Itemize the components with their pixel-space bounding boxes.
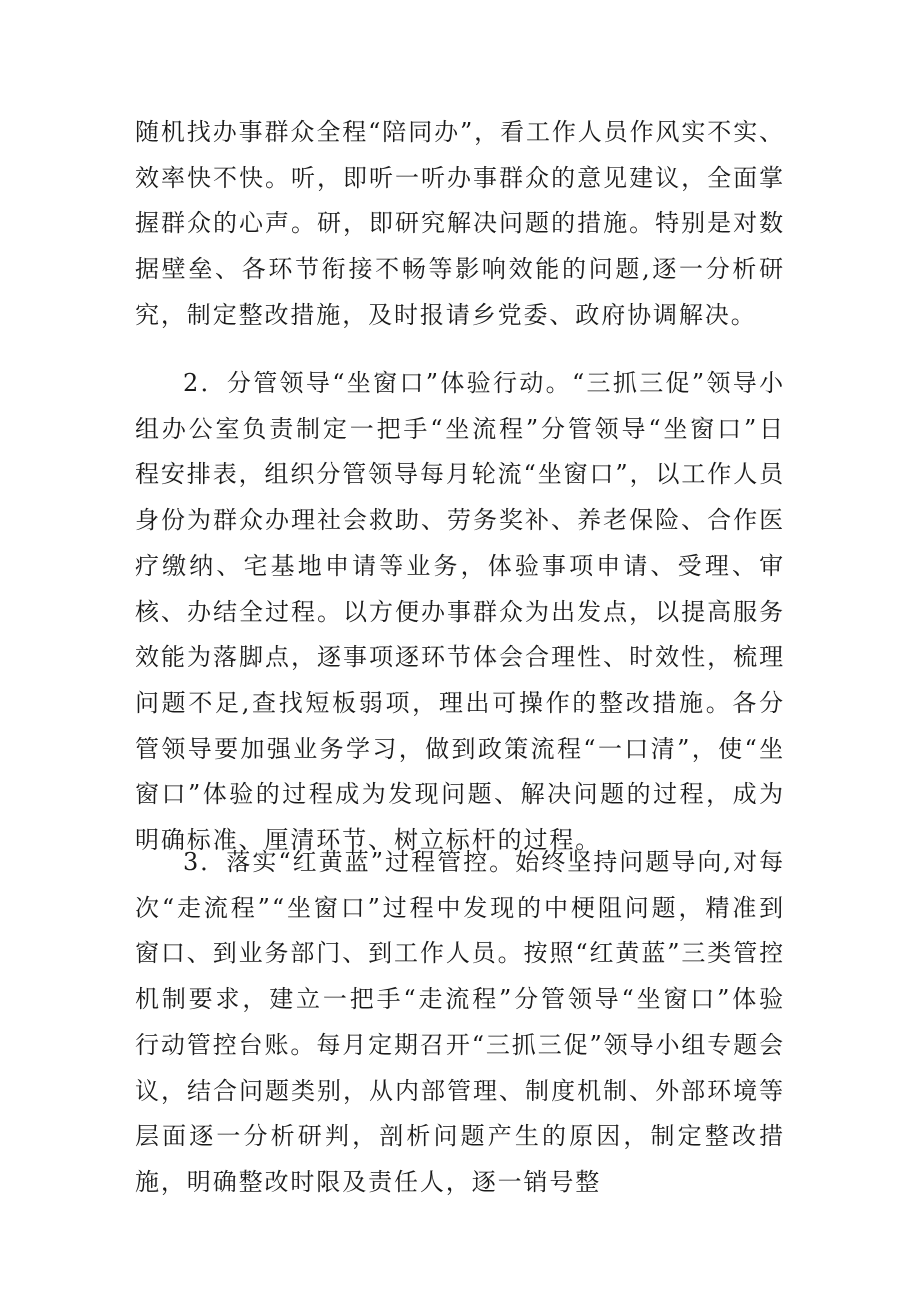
- paragraph-item-2: 2．分管领导“坐窗口”体验行动。“三抓三促”领导小组办公室负责制定一把手“坐流程”分管领导“坐窗口”日程安排表，组织分管领导每月轮流“坐窗口”，以工作人员身份为群众办理社会救助、劳务奖补、养老保险、合作医疗缴纳、宅基地申请等业务，体验事项申请、受理、审核、办结全过程。以方便办事群众为出发点，以提高服务效能为落脚点，逐事项逐环节体会合理性、时效性，梳理问题不足,查找短板弱项，理出可操作的整改措施。各分管领导要加强业务学习，做到政策流程“一口清”，使“坐窗口”体验的过程成为发现问题、解决问题的过程，成为明确标准、厘清环节、树立标杆的过程。: [135, 369, 785, 855]
- paragraph-continued: 随机找办事群众全程“陪同办”，看工作人员作风实不实、效率快不快。听，即听一听办事群众的意见建议，全面掌握群众的心声。研，即研究解决问题的措施。特别是对数据壁垒、各环节衔接不畅等影响效能的问题,逐一分析研究，制定整改措施，及时报请乡党委、政府协调解决。: [135, 118, 785, 329]
- paragraph-item-3: 3．落实“红黄蓝”过程管控。始终坚持问题导向,对每次“走流程”“坐窗口”过程中发现的中梗阻问题，精准到窗口、到业务部门、到工作人员。按照“红黄蓝”三类管控机制要求，建立一把手“走流程”分管领导“坐窗口”体验行动管控台账。每月定期召开“三抓三促”领导小组专题会议，结合问题类别，从内部管理、制度机制、外部环境等层面逐一分析研判，剖析问题产生的原因，制定整改措施，明确整改时限及责任人，逐一销号整: [135, 848, 785, 1196]
